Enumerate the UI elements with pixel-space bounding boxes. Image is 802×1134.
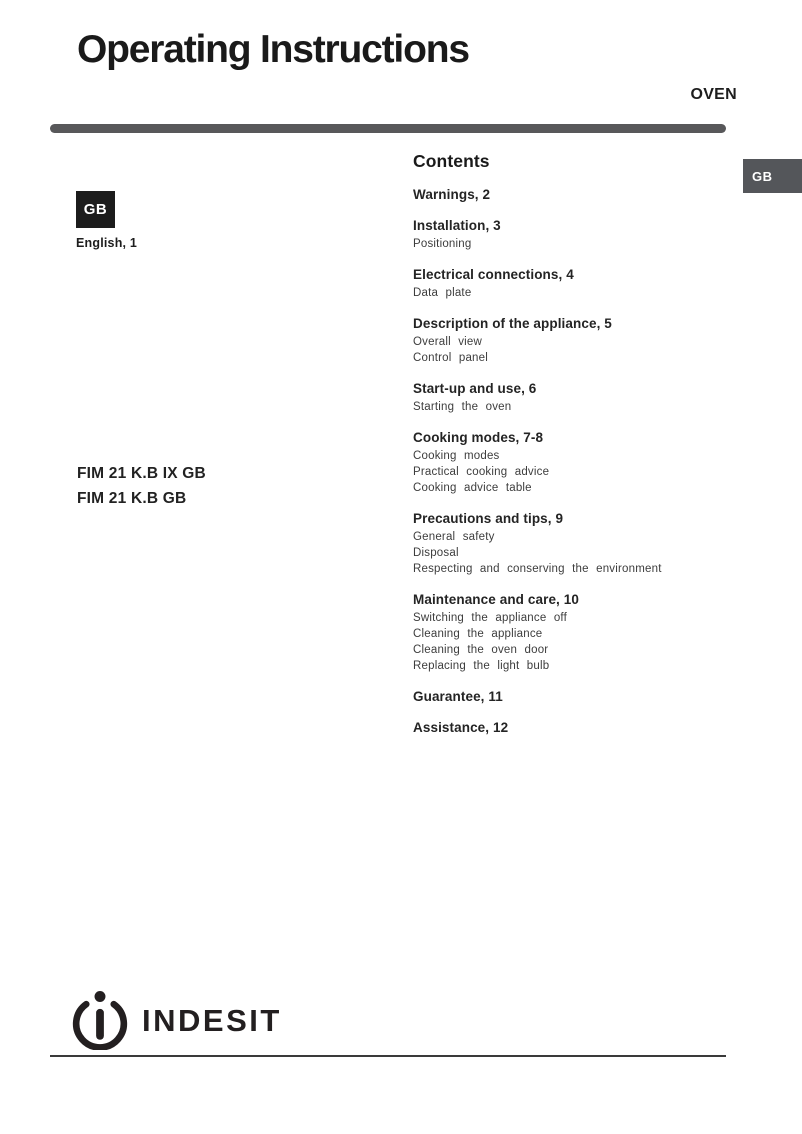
toc-subitem: Control panel bbox=[413, 352, 489, 364]
toc-subitem: Cleaning the appliance bbox=[413, 628, 543, 640]
toc-section bbox=[413, 315, 718, 366]
toc-section-title: Maintenance and care, 10 bbox=[413, 592, 579, 607]
toc-subitem: Starting the oven bbox=[413, 401, 512, 413]
model-list bbox=[77, 461, 206, 511]
toc-section-title: Description of the appliance, 5 bbox=[413, 316, 612, 331]
toc-section-title: Installation, 3 bbox=[413, 218, 501, 233]
toc-section bbox=[413, 591, 718, 674]
toc-subitem: Practical cooking advice bbox=[413, 466, 550, 478]
toc-section-title: Start-up and use, 6 bbox=[413, 381, 537, 396]
toc-section bbox=[413, 380, 718, 415]
toc-subitem: Switching the appliance off bbox=[413, 612, 568, 624]
toc-section bbox=[413, 719, 718, 736]
toc-section bbox=[413, 429, 718, 496]
model-number: FIM 21 K.B GB bbox=[77, 490, 187, 507]
toc-subitem: Cooking advice table bbox=[413, 482, 532, 494]
toc-section bbox=[413, 688, 718, 705]
toc-subitem: Cleaning the oven door bbox=[413, 644, 549, 656]
language-page-ref: English, 1 bbox=[76, 236, 138, 250]
brand-logo bbox=[70, 988, 282, 1050]
page-edge-language-tab bbox=[743, 159, 802, 193]
toc-section-title: Assistance, 12 bbox=[413, 720, 509, 735]
toc-subitem: General safety bbox=[413, 531, 495, 543]
language-badge bbox=[76, 191, 115, 228]
toc-subitem: Overall view bbox=[413, 336, 483, 348]
header-divider bbox=[50, 124, 726, 133]
toc-section bbox=[413, 217, 718, 252]
toc-section-title: Precautions and tips, 9 bbox=[413, 511, 564, 526]
toc-section bbox=[413, 510, 718, 577]
page-title: Operating Instructions bbox=[77, 28, 469, 71]
appliance-type-label: OVEN bbox=[690, 86, 737, 103]
toc-section bbox=[413, 186, 718, 203]
toc-section-title: Electrical connections, 4 bbox=[413, 267, 574, 282]
toc-section bbox=[413, 266, 718, 301]
toc-subitem: Respecting and conserving the environment bbox=[413, 563, 662, 575]
toc-subitem: Replacing the light bulb bbox=[413, 660, 550, 672]
side-tab-label: GB bbox=[752, 168, 773, 184]
toc-section-title: Cooking modes, 7-8 bbox=[413, 430, 544, 445]
language-badge-label: GB bbox=[83, 201, 108, 218]
toc-subitem: Positioning bbox=[413, 238, 472, 250]
model-number: FIM 21 K.B IX GB bbox=[77, 465, 206, 482]
footer-divider bbox=[50, 1055, 726, 1057]
brand-wordmark: INDESIT bbox=[142, 1003, 282, 1038]
contents-list bbox=[413, 186, 718, 736]
contents-heading: Contents bbox=[413, 151, 490, 171]
indesit-i-ring-icon bbox=[70, 988, 130, 1050]
toc-subitem: Cooking modes bbox=[413, 450, 500, 462]
toc-section-title: Warnings, 2 bbox=[413, 187, 491, 202]
toc-subitem: Disposal bbox=[413, 547, 459, 559]
toc-section-title: Guarantee, 11 bbox=[413, 689, 503, 704]
toc-subitem: Data plate bbox=[413, 287, 472, 299]
table-of-contents bbox=[413, 150, 718, 750]
